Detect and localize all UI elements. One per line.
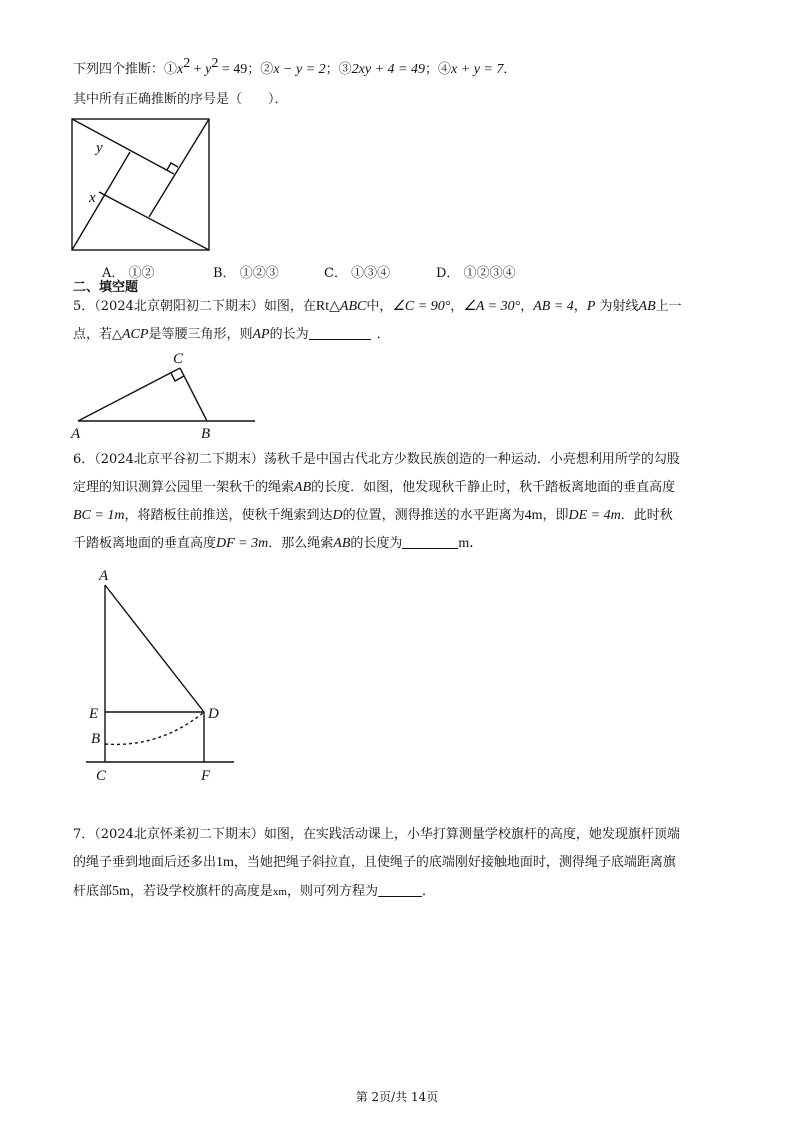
label-x: x [89,190,96,206]
q6-line-4: 千踏板离地面的垂直高度DF = 3m．那么绳索AB的长度为 m． [73,536,484,551]
label-c: C [173,351,184,367]
q5-line-1: 5．（2024北京朝阳初二下期末）如图，在Rt△ABC中，∠C = 90°，∠A = 30°，AB = 4，P 为射线AB上一 [73,299,682,314]
swing-arc [105,712,204,744]
q6-line-1: 6．（2024北京平谷初二下期末）荡秋千是中国古代北方少数民族创造的一种运动．小亮想利用所学的勾股 [73,452,680,467]
label-b: B [91,731,101,747]
page-number: 第 2页/共 14页 [355,1090,439,1104]
q4-statements: 下列四个推断：$①x^2 + y^2 = 49$；②x − y = 2；③2xy + 4 = 49；④x + y = 7． [73,56,517,77]
q7-line-3: 杆底部5m，若设学校旗杆的高度是xm，则可列方程为 ． [73,884,436,899]
section-title: 二、填空题 [73,280,139,295]
option-b[interactable]: B． ①②③ [213,266,279,281]
label-y: y [96,140,103,156]
label-a: A [71,426,81,442]
q6-line-2: 定理的知识测算公园里一架秋千的绳索AB的长度．如图，他发现秋千静止时，秋千踏板离地面的垂直高度 [73,480,676,495]
answer-blank[interactable] [378,884,422,897]
option-a[interactable]: A． ①② [102,266,155,281]
q4-question: 其中所有正确推断的序号是（ ）． [73,92,288,107]
q5-line-2: 点，若△ACP是等腰三角形，则AP的长为 ． [73,327,390,342]
label-f: F [201,768,211,784]
q7-line-1: 7．（2024北京怀柔初二下期末）如图，在实践活动课上，小华打算测量学校旗杆的高度，她发现旗杆顶端 [73,827,680,842]
label-b: B [201,426,211,442]
q7-line-2: 的绳子垂到地面后还多出1m，当她把绳子斜拉直，且使绳子的底端刚好接触地面时，测得绳子底端距离旗 [73,855,676,870]
option-c[interactable]: C． ①③④ [324,266,391,281]
label-c: C [96,768,107,784]
label-a: A [99,568,109,584]
label-e: E [89,706,99,722]
option-d[interactable]: D． ①②③④ [436,266,516,281]
label-d: D [208,706,219,722]
q6-line-3: BC = 1m，将踏板往前推送，使秋千绳索到达D的位置，测得推送的水平距离为4m，即DE = 4m．此时秋 [73,508,673,523]
rope-ad [105,585,204,712]
